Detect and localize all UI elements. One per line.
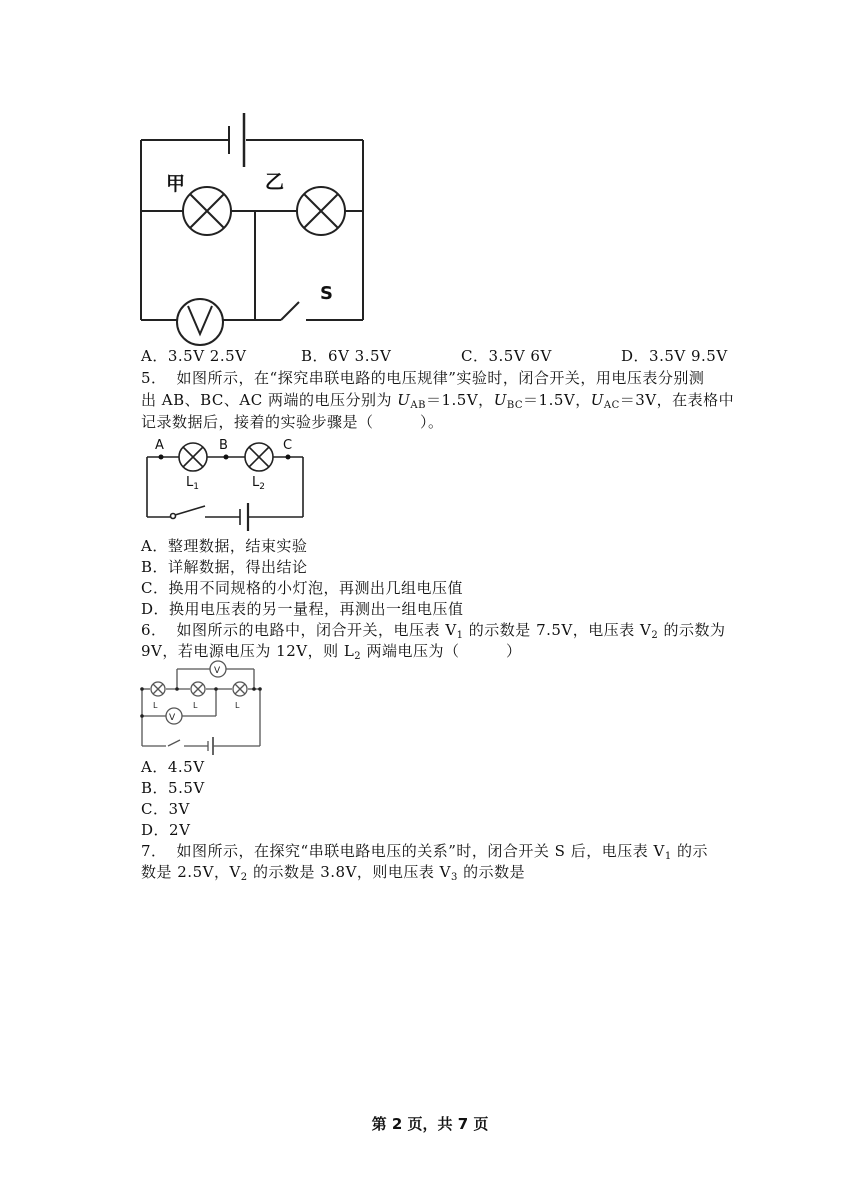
- q5-label-l2: $L_2$: [252, 475, 265, 492]
- q6-number: 6．: [141, 621, 167, 639]
- q7-text-line2b: 的示数是 3.8V，则电压表 V: [247, 863, 451, 881]
- q4-label-s: S: [320, 283, 333, 304]
- q6-voltmeter-v: V: [214, 666, 221, 676]
- q7-text-line2a: 数是 2.5V，V: [141, 863, 241, 881]
- q5-label-l1: $L_1$: [186, 475, 199, 492]
- q7-v1-sub: 1: [664, 851, 672, 862]
- q6-label-l3: L: [235, 701, 240, 710]
- q6-option-a: A．4.5V: [141, 758, 205, 776]
- q5-option-c: C．换用不同规格的小灯泡，再测出几组电压值: [141, 579, 463, 597]
- q5-uac-symbol: U: [590, 391, 604, 409]
- q5-question-line3: 记录数据后，接着的实验步骤是（ ）。: [141, 413, 444, 431]
- q7-text-line1a: 如图所示，在探究“串联电路电压的关系”时，闭合开关 S 后，电压表 V: [176, 842, 665, 860]
- q7-v3-sub: 3: [451, 872, 458, 883]
- q5-uab-value: ＝1.5V，: [425, 391, 494, 409]
- q6-l2-sub: 2: [354, 651, 362, 662]
- q7-question-line2: [141, 862, 525, 882]
- q4-circuit-diagram: [0, 0, 860, 360]
- q5-option-b: B．详解数据，得出结论: [141, 558, 308, 576]
- q6-option-d: D．2V: [141, 821, 191, 839]
- q5-point-c: C: [283, 438, 293, 453]
- q6-circuit-diagram: [0, 660, 860, 755]
- q4-option-c: C．3.5V 6V: [461, 347, 552, 365]
- q6-question-line1: [141, 620, 726, 640]
- q5-point-a: A: [155, 438, 164, 453]
- q5-number: 5．: [141, 369, 167, 387]
- q5-text-line1: 如图所示，在“探究串联电路的电压规律”实验时，闭合开关，用电压表分别测: [176, 369, 705, 387]
- q5-option-a: A．整理数据，结束实验: [141, 537, 308, 555]
- q5-ubc-symbol: U: [493, 391, 507, 409]
- q4-label-jia: 甲: [166, 173, 186, 195]
- q5-uac-sub: AC: [603, 400, 620, 411]
- q6-text-line2a: 9V，若电源电压为 12V，则 L: [141, 642, 355, 660]
- q7-text-line2c: 的示数是: [457, 863, 526, 881]
- q6-label-l2: L: [193, 701, 198, 710]
- q7-v2-sub: 2: [240, 872, 248, 883]
- q7-question-line1: [141, 841, 708, 861]
- q6-option-c: C．3V: [141, 800, 190, 818]
- q6-text-line1c: 的示数为: [658, 621, 726, 639]
- q5-uab-symbol: U: [397, 391, 411, 409]
- page-footer: 第 2 页，共 7 页: [371, 1115, 489, 1133]
- q6-text-line1a: 如图所示的电路中，闭合开关，电压表 V: [176, 621, 457, 639]
- q6-text-line2b: 两端电压为（ ）: [361, 642, 522, 660]
- q5-circuit-diagram: [0, 430, 860, 530]
- q4-label-yi: 乙: [265, 171, 285, 193]
- q6-label-l1: L: [153, 701, 158, 710]
- q5-question-line1: [141, 368, 704, 388]
- q5-point-b: B: [219, 438, 228, 453]
- q7-text-line1b: 的示: [671, 842, 708, 860]
- q6-voltmeter-v1: V: [169, 713, 176, 723]
- q6-v1-sub: 1: [456, 630, 464, 641]
- q5-question-line2: [141, 390, 734, 410]
- q6-v2-sub: 2: [651, 630, 659, 641]
- q4-option-b: B．6V 3.5V: [301, 347, 392, 365]
- q4-option-a: A．3.5V 2.5V: [141, 347, 247, 365]
- q4-option-d: D．3.5V 9.5V: [621, 347, 728, 365]
- q5-option-d: D．换用电压表的另一量程，再测出一组电压值: [141, 600, 464, 618]
- q6-text-line1b: 的示数是 7.5V，电压表 V: [463, 621, 652, 639]
- q5-ubc-value: ＝1.5V，: [523, 391, 591, 409]
- q6-question-line2: [141, 641, 521, 661]
- q5-ubc-sub: BC: [506, 400, 524, 411]
- q5-uab-sub: AB: [410, 400, 426, 411]
- q6-option-b: B．5.5V: [141, 779, 205, 797]
- q7-number: 7．: [141, 842, 167, 860]
- q5-uac-value: ＝3V，在表格中: [619, 391, 735, 409]
- q5-text-line2a: 出 AB、BC、AC 两端的电压分别为: [141, 391, 398, 409]
